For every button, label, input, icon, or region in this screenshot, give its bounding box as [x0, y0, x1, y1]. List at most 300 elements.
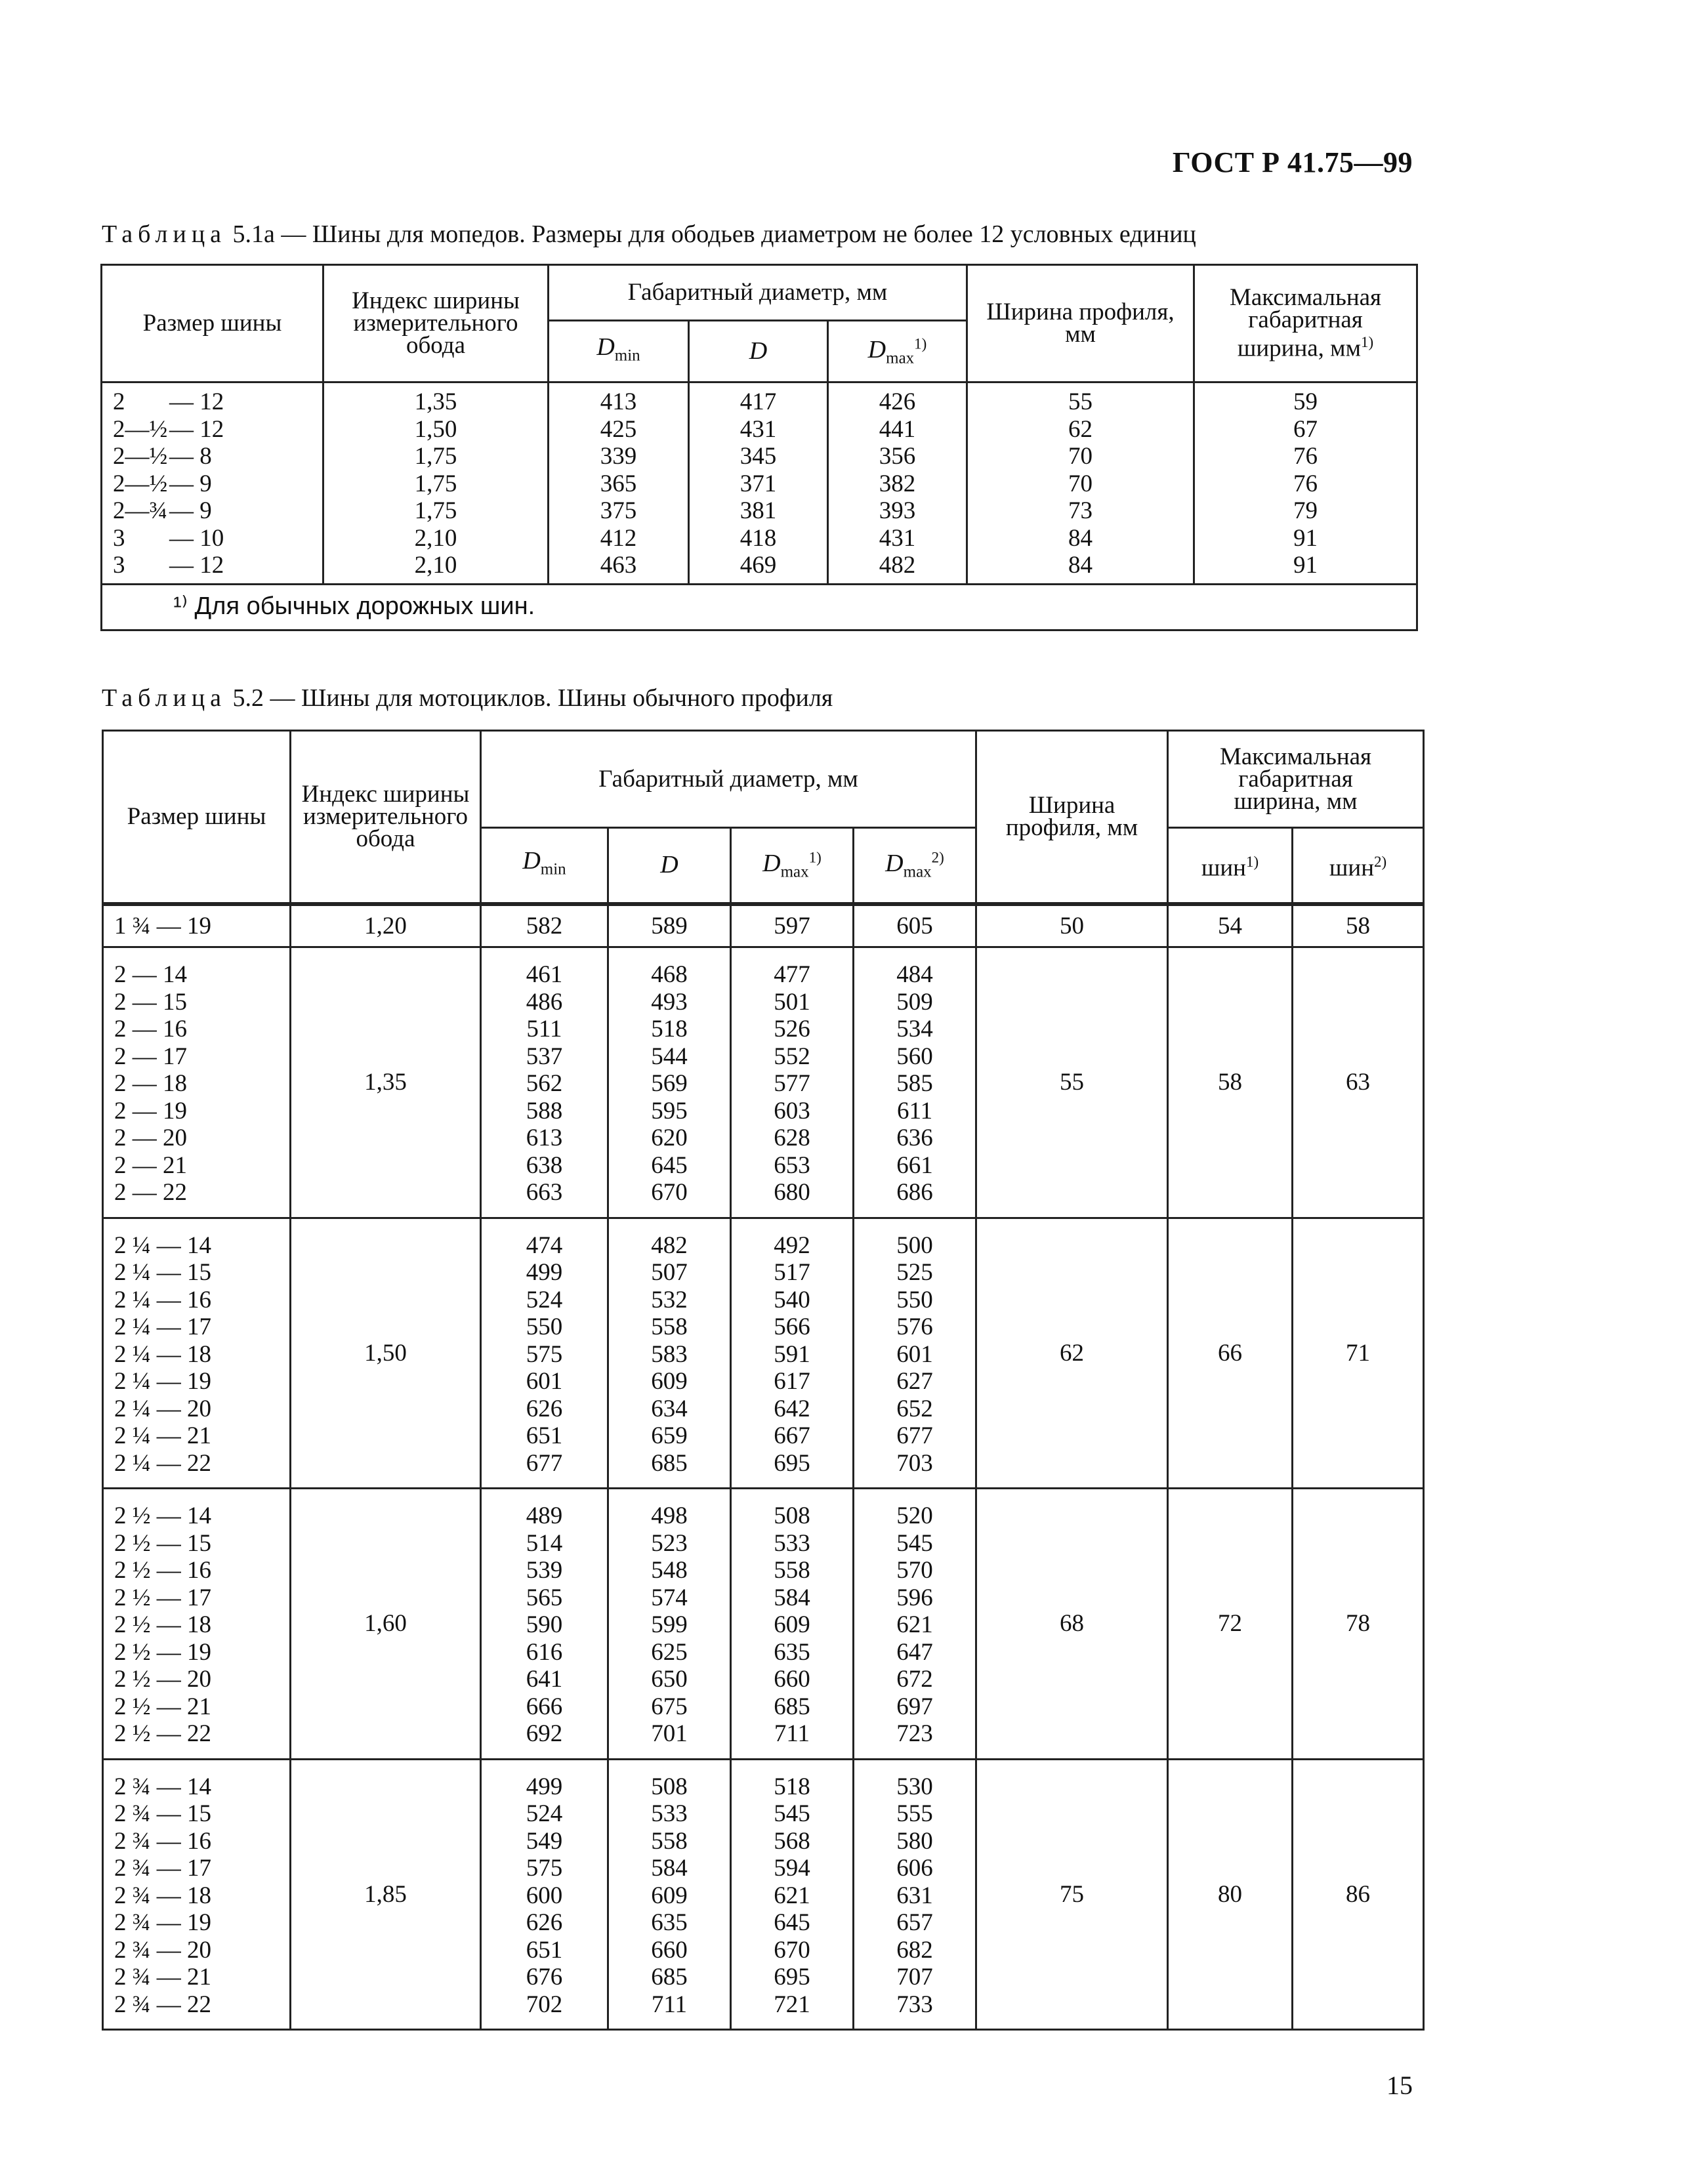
size-column-value: 2 ½ — 20 [114, 1666, 211, 1693]
dmax2-column-value: 530 [896, 1773, 933, 1800]
dmin-column-value: 539 [526, 1557, 563, 1584]
dmin-column-value: 486 [526, 988, 563, 1016]
size-cell: 1 ¾ — 19 [103, 904, 291, 947]
size-column [103, 1489, 291, 1760]
dmin-column-value: 600 [526, 1882, 563, 1909]
dmin-column-value: 562 [526, 1070, 563, 1097]
header-max-width-label: Максимальная габаритная ширина, мм [1229, 284, 1382, 362]
dmax2-column-value: 545 [896, 1529, 933, 1557]
dmin-column-value: 677 [526, 1449, 563, 1477]
dmax2-column-value: 560 [896, 1042, 933, 1070]
header-rim-index: Индекс ширины измерительного обода [323, 265, 549, 382]
d-column-value: 609 [651, 1882, 688, 1909]
dmax1-column [731, 1489, 854, 1760]
dmax2-column-value: 555 [896, 1800, 933, 1827]
header-tyre-1: шин$^{1)}$ [1168, 828, 1293, 904]
d-column [608, 1759, 731, 2030]
dmin-column-value: 663 [526, 1179, 563, 1206]
d-column-value: 660 [651, 1936, 688, 1964]
profile-width-column [967, 382, 1194, 585]
size-value: 2—½ — 12 [113, 415, 224, 443]
dmin-column-value: 489 [526, 1502, 563, 1529]
profile-width-value: 84 [1068, 552, 1093, 579]
dmax2-column-value: 627 [896, 1368, 933, 1395]
d-column-value: 533 [651, 1800, 688, 1827]
rim-index-cell: 1,85 [291, 1759, 481, 2030]
size-column-value: 2 ¼ — 20 [114, 1395, 211, 1422]
profile-width-cell: 75 [976, 1759, 1168, 2030]
d-column-value: 583 [651, 1340, 688, 1368]
size-column-value: 2 — 19 [114, 1097, 187, 1125]
dmin-column-value: 702 [526, 1991, 563, 2018]
dmax1-column [731, 1759, 854, 2030]
dmax2-column-value: 672 [896, 1666, 933, 1693]
dmin-column-value: 499 [526, 1259, 563, 1286]
d-column [608, 1489, 731, 1760]
dmax2-column-value: 576 [896, 1313, 933, 1340]
d-column-value: 670 [651, 1179, 688, 1206]
table-row-group [103, 1759, 1424, 2030]
d-column-value: 468 [651, 961, 688, 988]
dmax2-column-value: 697 [896, 1693, 933, 1720]
dmin-column-value: 549 [526, 1827, 563, 1855]
dmax1-column-value: 577 [774, 1070, 810, 1097]
dmax2-column [854, 947, 976, 1218]
size-value: 3 — 10 [113, 524, 224, 552]
dmax2-column-value: 707 [896, 1964, 933, 1991]
dmax1-column-value: 568 [774, 1827, 810, 1855]
size-column-value: 2 ¾ — 14 [114, 1773, 211, 1800]
dmin-column-value: 590 [526, 1611, 563, 1638]
dmax1-column-value: 653 [774, 1151, 810, 1179]
dmax1-column-value: 591 [774, 1340, 810, 1368]
dmax1-column-value: 695 [774, 1449, 810, 1477]
size-column-value: 2 ¼ — 18 [114, 1340, 211, 1368]
dmin-value: 339 [600, 443, 637, 470]
size-column-value: 2 — 17 [114, 1042, 187, 1070]
size-column-value: 2 ½ — 14 [114, 1502, 211, 1529]
size-column-value: 2 ½ — 15 [114, 1529, 211, 1557]
dmax1-column-value: 584 [774, 1584, 810, 1611]
d-column-value: 558 [651, 1827, 688, 1855]
header-dmax: $D_{max}^{1)}$ [828, 321, 967, 382]
d-column-value: 599 [651, 1611, 688, 1638]
max-width-value: 79 [1293, 497, 1318, 524]
dmin-column [481, 947, 608, 1218]
d-column-value: 701 [651, 1720, 688, 1747]
dmin-cell: 582 [481, 904, 608, 947]
max-width-1-cell: 72 [1168, 1489, 1293, 1760]
dmin-column [481, 1759, 608, 2030]
d-column [608, 1218, 731, 1489]
size-column-value: 2 ¼ — 15 [114, 1259, 211, 1286]
dmax2-column-value: 509 [896, 988, 933, 1016]
dmax1-column-value: 492 [774, 1231, 810, 1259]
max-width-value: 91 [1293, 524, 1318, 552]
d-column [608, 947, 731, 1218]
rim-index-value: 1,75 [414, 443, 457, 470]
profile-width-value: 84 [1068, 524, 1093, 552]
footnote-marker: 1) [1361, 334, 1374, 351]
d-value: 469 [739, 552, 777, 579]
motorcycle-tyre-table [102, 730, 1425, 2031]
size-column-value: 2 ¾ — 21 [114, 1964, 211, 1991]
profile-width-cell: 55 [976, 947, 1168, 1218]
dmin-column-value: 613 [526, 1125, 563, 1151]
d-column-value: 482 [651, 1231, 688, 1259]
header-dmax-1: $D_{max}^{1)}$ [731, 828, 854, 904]
size-column-value: 2 ¼ — 19 [114, 1368, 211, 1395]
dmin-value: 413 [600, 388, 637, 415]
d-value: 431 [739, 415, 777, 443]
d-column-value: 711 [651, 1991, 688, 2018]
d-column-value: 493 [651, 988, 688, 1016]
dmax2-column-value: 723 [896, 1720, 933, 1747]
dmin-column-value: 616 [526, 1638, 563, 1666]
dmax1-column-value: 670 [774, 1936, 810, 1964]
size-column-value: 2 — 18 [114, 1070, 187, 1097]
d-column-value: 645 [651, 1151, 688, 1179]
max-width-value: 67 [1293, 415, 1318, 443]
header-dmax-2: $D_{max}^{2)}$ [854, 828, 976, 904]
document-code: ГОСТ Р 41.75—99 [1172, 146, 1413, 178]
dmax-value: 441 [879, 415, 916, 443]
dmin-value: 425 [600, 415, 637, 443]
table-row-group [103, 947, 1424, 1218]
dmin-column-value: 626 [526, 1395, 563, 1422]
dmin-column-value: 651 [526, 1422, 563, 1449]
size-column-value: 2 ¾ — 17 [114, 1855, 211, 1882]
dmax2-column-value: 550 [896, 1286, 933, 1313]
dmax2-column-value: 631 [896, 1882, 933, 1909]
dmin-value: 375 [600, 497, 637, 524]
caption-text: 5.2 — Шины для мотоциклов. Шины обычного профиля [226, 684, 833, 712]
dmin-column-value: 461 [526, 961, 563, 988]
size-column-value: 2 — 16 [114, 1016, 187, 1042]
d-column-value: 518 [651, 1016, 688, 1042]
max-width-2-cell: 63 [1293, 947, 1424, 1218]
dmin-value: 365 [600, 470, 637, 497]
dmax1-column-value: 558 [774, 1557, 810, 1584]
d-column-value: 609 [651, 1368, 688, 1395]
profile-width-value: 55 [1068, 388, 1093, 415]
profile-width-cell: 62 [976, 1218, 1168, 1489]
max-width-2-cell: 78 [1293, 1489, 1424, 1760]
dmin-column-value: 524 [526, 1800, 563, 1827]
size-column-value: 2 ¾ — 19 [114, 1909, 211, 1936]
dmax1-column-value: 603 [774, 1097, 810, 1125]
dmax2-column-value: 686 [896, 1179, 933, 1206]
dmax2-column-value: 570 [896, 1557, 933, 1584]
size-column [102, 382, 323, 585]
dmin-column-value: 474 [526, 1231, 563, 1259]
dmin-column-value: 524 [526, 1286, 563, 1313]
caption-label: Таблица [102, 220, 227, 248]
size-column-value: 2 — 14 [114, 961, 187, 988]
d-column-value: 685 [651, 1964, 688, 1991]
dmax-value: 393 [879, 497, 916, 524]
dmax1-column-value: 621 [774, 1882, 810, 1909]
dmax1-column-value: 540 [774, 1286, 810, 1313]
header-dmin: $D_{min}$ [549, 321, 689, 382]
dmin-column [481, 1218, 608, 1489]
dmax1-column-value: 642 [774, 1395, 810, 1422]
dmax1-column-value: 685 [774, 1693, 810, 1720]
max-width-1-cell: 66 [1168, 1218, 1293, 1489]
max-width-value: 59 [1293, 388, 1318, 415]
size-column-value: 2 ¼ — 17 [114, 1313, 211, 1340]
d-column-value: 584 [651, 1855, 688, 1882]
header-d: D [689, 321, 828, 382]
size-column-value: 2 — 22 [114, 1179, 187, 1206]
dmax2-column-value: 703 [896, 1449, 933, 1477]
dmax1-column-value: 533 [774, 1529, 810, 1557]
header-diameter: Габаритный диаметр, мм [549, 265, 967, 321]
dmin-column-value: 514 [526, 1529, 563, 1557]
dmax1-column [731, 947, 854, 1218]
size-column-value: 2 ¾ — 15 [114, 1800, 211, 1827]
d-column-value: 685 [651, 1449, 688, 1477]
max-width-1-cell: 54 [1168, 904, 1293, 947]
table-row-group [103, 1218, 1424, 1489]
dmax1-column-value: 477 [774, 961, 810, 988]
dmax1-cell: 597 [731, 904, 854, 947]
caption-text: 5.1а — Шины для мопедов. Размеры для ободьев диаметром не более 12 условных единиц [226, 220, 1196, 248]
dmax1-column-value: 635 [774, 1638, 810, 1666]
header-rim-index: Индекс ширины измерительного обода [291, 731, 481, 904]
rim-index-cell: 1,20 [291, 904, 481, 947]
dmax2-column-value: 596 [896, 1584, 933, 1611]
size-column [103, 1218, 291, 1489]
d-column-value: 635 [651, 1909, 688, 1936]
size-column-value: 2 ¼ — 16 [114, 1286, 211, 1313]
dmin-column-value: 588 [526, 1097, 563, 1125]
size-column-value: 2 ¾ — 20 [114, 1936, 211, 1964]
max-width-column [1194, 382, 1417, 585]
dmax-column [828, 382, 967, 585]
size-column-value: 2 ½ — 16 [114, 1557, 211, 1584]
dmax2-column-value: 484 [896, 961, 933, 988]
size-value: 3 — 12 [113, 552, 224, 579]
dmax-value: 431 [879, 524, 916, 552]
d-value: 418 [739, 524, 777, 552]
header-max-width [1194, 265, 1417, 382]
dmax1-column-value: 667 [774, 1422, 810, 1449]
page-number: 15 [1386, 2071, 1413, 2100]
dmax2-column-value: 647 [896, 1638, 933, 1666]
size-column-value: 2 ½ — 18 [114, 1611, 211, 1638]
dmin-column-value: 499 [526, 1773, 563, 1800]
dmax2-column-value: 652 [896, 1395, 933, 1422]
dmax1-column-value: 628 [774, 1125, 810, 1151]
size-column-value: 2 — 15 [114, 988, 187, 1016]
table-caption [102, 220, 1196, 249]
d-column-value: 558 [651, 1313, 688, 1340]
dmin-column-value: 638 [526, 1151, 563, 1179]
d-column-value: 595 [651, 1097, 688, 1125]
size-column-value: 2 ¾ — 18 [114, 1882, 211, 1909]
d-column-value: 544 [651, 1042, 688, 1070]
d-column-value: 620 [651, 1125, 688, 1151]
dmin-column-value: 676 [526, 1964, 563, 1991]
d-value: 381 [739, 497, 777, 524]
size-value: 2—½ — 8 [113, 443, 212, 470]
header-max-width: Максимальная габаритная ширина, мм [1168, 731, 1424, 828]
dmax2-cell: 605 [854, 904, 976, 947]
dmin-value: 463 [600, 552, 637, 579]
dmax2-column-value: 733 [896, 1991, 933, 2018]
dmin-column-value: 575 [526, 1855, 563, 1882]
d-column-value: 574 [651, 1584, 688, 1611]
table-row-group [103, 1489, 1424, 1760]
rim-index-cell: 1,60 [291, 1489, 481, 1760]
dmax2-column-value: 677 [896, 1422, 933, 1449]
size-value: 2—½ — 9 [113, 470, 212, 497]
max-width-2-cell: 58 [1293, 904, 1424, 947]
dmax1-column-value: 645 [774, 1909, 810, 1936]
dmax-value: 482 [879, 552, 916, 579]
max-width-2-cell: 71 [1293, 1218, 1424, 1489]
dmax2-column-value: 621 [896, 1611, 933, 1638]
size-column-value: 2 ½ — 21 [114, 1693, 211, 1720]
size-column-value: 2 ¾ — 16 [114, 1827, 211, 1855]
rim-index-cell: 1,50 [291, 1218, 481, 1489]
dmax2-column-value: 611 [896, 1097, 933, 1125]
table-body [102, 382, 1417, 585]
caption-label: Таблица [102, 684, 227, 712]
profile-width-value: 62 [1068, 415, 1093, 443]
header-tyre-2: шин$^{2)}$ [1293, 828, 1424, 904]
dmax2-column-value: 585 [896, 1070, 933, 1097]
dmax2-column [854, 1759, 976, 2030]
header-dmin: $D_{min}$ [481, 828, 608, 904]
profile-width-value: 70 [1068, 470, 1093, 497]
table-row [103, 904, 1424, 947]
dmax1-column-value: 609 [774, 1611, 810, 1638]
size-column-value: 2 — 21 [114, 1151, 187, 1179]
dmin-column-value: 575 [526, 1340, 563, 1368]
max-width-2-cell: 86 [1293, 1759, 1424, 2030]
dmax1-column-value: 566 [774, 1313, 810, 1340]
dmin-column-value: 651 [526, 1936, 563, 1964]
rim-index-value: 1,35 [414, 388, 457, 415]
dmin-column [549, 382, 689, 585]
dmin-value: 412 [600, 524, 637, 552]
rim-index-column [323, 382, 549, 585]
header-profile-width: Ширина профиля, мм [976, 731, 1168, 904]
d-column-value: 548 [651, 1557, 688, 1584]
dmax1-column-value: 721 [774, 1991, 810, 2018]
dmax2-column [854, 1489, 976, 1760]
max-width-value: 76 [1293, 470, 1318, 497]
dmax1-column-value: 617 [774, 1368, 810, 1395]
header-size: Размер шины [102, 265, 323, 382]
dmax1-column-value: 552 [774, 1042, 810, 1070]
size-column-value: 2 ½ — 17 [114, 1584, 211, 1611]
d-column-value: 650 [651, 1666, 688, 1693]
d-column-value: 634 [651, 1395, 688, 1422]
dmax1-column [731, 1218, 854, 1489]
dmax1-column-value: 545 [774, 1800, 810, 1827]
table-caption [102, 684, 833, 712]
rim-index-value: 1,75 [414, 497, 457, 524]
size-column-value: 2 ½ — 19 [114, 1638, 211, 1666]
size-column [103, 1759, 291, 2030]
table-footnote: ¹⁾ Для обычных дорожных шин. [102, 584, 1417, 630]
max-width-1-cell: 58 [1168, 947, 1293, 1218]
dmax2-column-value: 500 [896, 1231, 933, 1259]
size-column-value: 2 — 20 [114, 1125, 187, 1151]
dmax1-column-value: 594 [774, 1855, 810, 1882]
dmax1-column-value: 660 [774, 1666, 810, 1693]
dmax1-column-value: 711 [774, 1720, 810, 1747]
dmax2-column-value: 520 [896, 1502, 933, 1529]
size-value: 2—¾ — 9 [113, 497, 212, 524]
dmax2-column-value: 580 [896, 1827, 933, 1855]
dmax1-column-value: 501 [774, 988, 810, 1016]
header-profile-width: Ширина профиля, мм [967, 265, 1194, 382]
max-width-value: 91 [1293, 552, 1318, 579]
dmin-column-value: 537 [526, 1042, 563, 1070]
dmax2-column-value: 636 [896, 1125, 933, 1151]
header-diameter: Габаритный диаметр, мм [481, 731, 976, 828]
d-column-value: 523 [651, 1529, 688, 1557]
dmin-column [481, 1489, 608, 1760]
dmin-column-value: 666 [526, 1693, 563, 1720]
d-column-value: 507 [651, 1259, 688, 1286]
d-column [689, 382, 828, 585]
dmax2-column [854, 1218, 976, 1489]
d-column-value: 659 [651, 1422, 688, 1449]
dmax2-column-value: 661 [896, 1151, 933, 1179]
dmin-column-value: 692 [526, 1720, 563, 1747]
dmin-column-value: 565 [526, 1584, 563, 1611]
max-width-1-cell: 80 [1168, 1759, 1293, 2030]
profile-width-cell: 68 [976, 1489, 1168, 1760]
profile-width-cell: 50 [976, 904, 1168, 947]
header-size: Размер шины [103, 731, 291, 904]
dmin-column-value: 626 [526, 1909, 563, 1936]
dmax-value: 426 [879, 388, 916, 415]
dmax2-column-value: 534 [896, 1016, 933, 1042]
size-column-value: 2 ¾ — 22 [114, 1991, 211, 2018]
header-d: D [608, 828, 731, 904]
profile-width-value: 70 [1068, 443, 1093, 470]
d-value: 345 [739, 443, 777, 470]
rim-index-value: 2,10 [414, 552, 457, 579]
dmax-value: 382 [879, 470, 916, 497]
dmin-column-value: 511 [526, 1016, 562, 1042]
profile-width-value: 73 [1068, 497, 1093, 524]
dmax2-column-value: 601 [896, 1340, 933, 1368]
rim-index-value: 2,10 [414, 524, 457, 552]
rim-index-value: 1,50 [414, 415, 457, 443]
rim-index-cell: 1,35 [291, 947, 481, 1218]
d-column-value: 625 [651, 1638, 688, 1666]
d-cell: 589 [608, 904, 731, 947]
dmax1-column-value: 526 [774, 1016, 810, 1042]
d-value: 371 [739, 470, 777, 497]
d-value: 417 [739, 388, 777, 415]
dmin-column-value: 550 [526, 1313, 563, 1340]
size-column-value: 2 ½ — 22 [114, 1720, 211, 1747]
d-column-value: 675 [651, 1693, 688, 1720]
dmin-column-value: 641 [526, 1666, 563, 1693]
size-column-value: 2 ¼ — 22 [114, 1449, 211, 1477]
dmax2-column-value: 606 [896, 1855, 933, 1882]
dmax1-column-value: 695 [774, 1964, 810, 1991]
rim-index-value: 1,75 [414, 470, 457, 497]
